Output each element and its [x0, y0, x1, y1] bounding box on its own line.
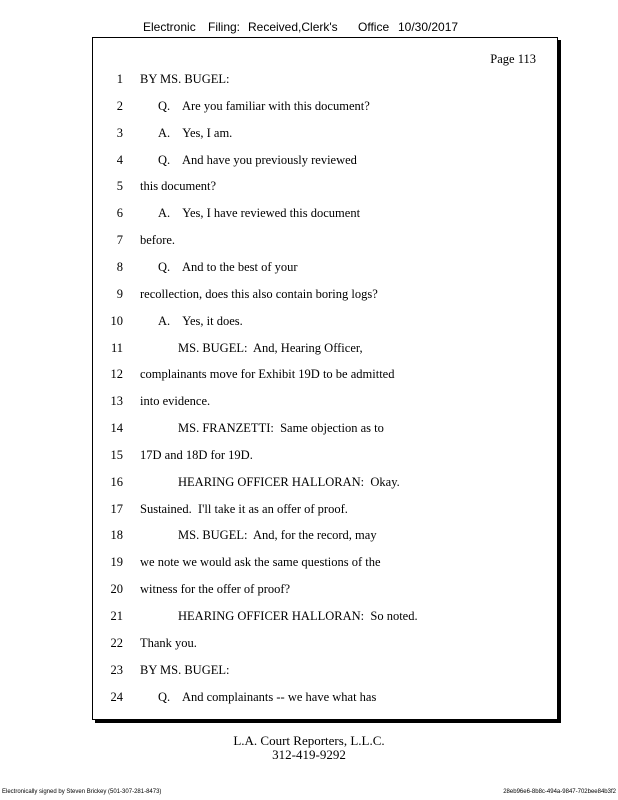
line-text: MS. FRANZETTI: Same objection as to [178, 421, 384, 436]
line-number: 18 [110, 528, 123, 543]
line-text: Q. Are you familiar with this document? [158, 98, 370, 113]
line-text: Q. And complainants -- we have what has [158, 689, 377, 704]
line-number: 21 [110, 609, 123, 623]
line-number: 6 [116, 206, 123, 221]
line-number: 2 [116, 98, 123, 113]
stamp-date: 10/30/2017 [398, 20, 459, 34]
stamp-office: Office [358, 20, 390, 34]
line-text: Q. And have you previously reviewed [158, 152, 357, 167]
line-text: HEARING OFFICER HALLORAN: So noted. [178, 609, 418, 623]
line-number: 3 [116, 125, 123, 140]
transcript-line [93, 394, 557, 414]
transcript-line [93, 179, 557, 199]
page-number: Page 113 [490, 52, 536, 66]
line-number: 17 [110, 501, 123, 516]
footer-phone: 312-419-9292 [272, 747, 346, 762]
line-number: 16 [110, 474, 123, 489]
line-number: 7 [116, 233, 123, 248]
line-text: BY MS. BUGEL: [140, 662, 230, 677]
line-number: 14 [110, 421, 123, 436]
transcript-line [93, 367, 557, 387]
line-text: A. Yes, I am. [158, 125, 233, 140]
transcript-line [93, 233, 557, 253]
line-number: 9 [116, 286, 123, 301]
line-text: BY MS. BUGEL: [140, 72, 230, 86]
transcript-line [93, 287, 557, 307]
line-number: 23 [110, 662, 123, 677]
transcript-line [93, 690, 557, 710]
line-number: 1 [116, 72, 123, 86]
line-text: MS. BUGEL: And, Hearing Officer, [178, 340, 363, 355]
transcript-line [93, 609, 557, 629]
transcript-line [93, 153, 557, 173]
transcript-line [93, 126, 557, 146]
line-text: complainants move for Exhibit 19D to be admitted [140, 367, 395, 382]
line-number: 20 [110, 582, 123, 597]
line-number: 24 [110, 689, 123, 704]
transcript-line [93, 663, 557, 683]
stamp-filing: Filing: [208, 20, 241, 34]
stamp-received: Received,Clerk's [248, 20, 338, 34]
line-number: 10 [110, 313, 123, 328]
transcript-line [93, 528, 557, 548]
line-text: Sustained. I'll take it as an offer of proof. [140, 501, 348, 516]
line-number: 13 [110, 394, 123, 409]
filing-stamp [0, 20, 618, 38]
line-number: 8 [116, 259, 123, 274]
transcript-line [93, 72, 557, 92]
line-text: we note we would ask the same questions of the [140, 555, 381, 570]
transcript-page [92, 37, 558, 720]
transcript-line [93, 260, 557, 280]
line-text: witness for the offer of proof? [140, 582, 291, 597]
line-number: 15 [110, 447, 123, 462]
footer-company: L.A. Court Reporters, L.L.C. [233, 733, 385, 748]
line-text: recollection, does this also contain boring logs? [140, 286, 378, 301]
line-text: A. Yes, I have reviewed this document [158, 206, 361, 221]
transcript-line [93, 555, 557, 575]
transcript-line [93, 341, 557, 361]
transcript-line [93, 99, 557, 119]
line-number: 11 [110, 340, 123, 355]
line-text: Thank you. [140, 635, 197, 650]
line-text: MS. BUGEL: And, for the record, may [178, 528, 377, 543]
transcript-line [93, 502, 557, 522]
line-text: HEARING OFFICER HALLORAN: Okay. [178, 474, 400, 489]
line-text: Q. And to the best of your [158, 259, 298, 274]
line-number: 22 [110, 635, 123, 650]
transcript-line [93, 636, 557, 656]
transcript-line [93, 421, 557, 441]
line-text: this document? [140, 179, 217, 194]
line-number: 19 [110, 555, 123, 570]
transcript-line [93, 582, 557, 602]
transcript-line [93, 206, 557, 226]
line-number: 12 [110, 367, 123, 382]
line-text: into evidence. [140, 394, 211, 409]
stamp-electronic: Electronic [143, 20, 196, 34]
transcript-line [93, 475, 557, 495]
line-number: 5 [116, 179, 123, 194]
transcript-line [93, 448, 557, 468]
line-text: A. Yes, it does. [158, 313, 243, 328]
signature-left: Electronically signed by Steven Brickey (501-307-281-8473) [2, 789, 162, 795]
line-text: before. [140, 233, 176, 248]
signature-right: 28eb96e6-8b8c-494a-9847-702bee84b3f2 [503, 789, 616, 795]
line-text: 17D and 18D for 19D. [140, 447, 253, 462]
line-number: 4 [116, 152, 123, 167]
transcript-line [93, 314, 557, 334]
